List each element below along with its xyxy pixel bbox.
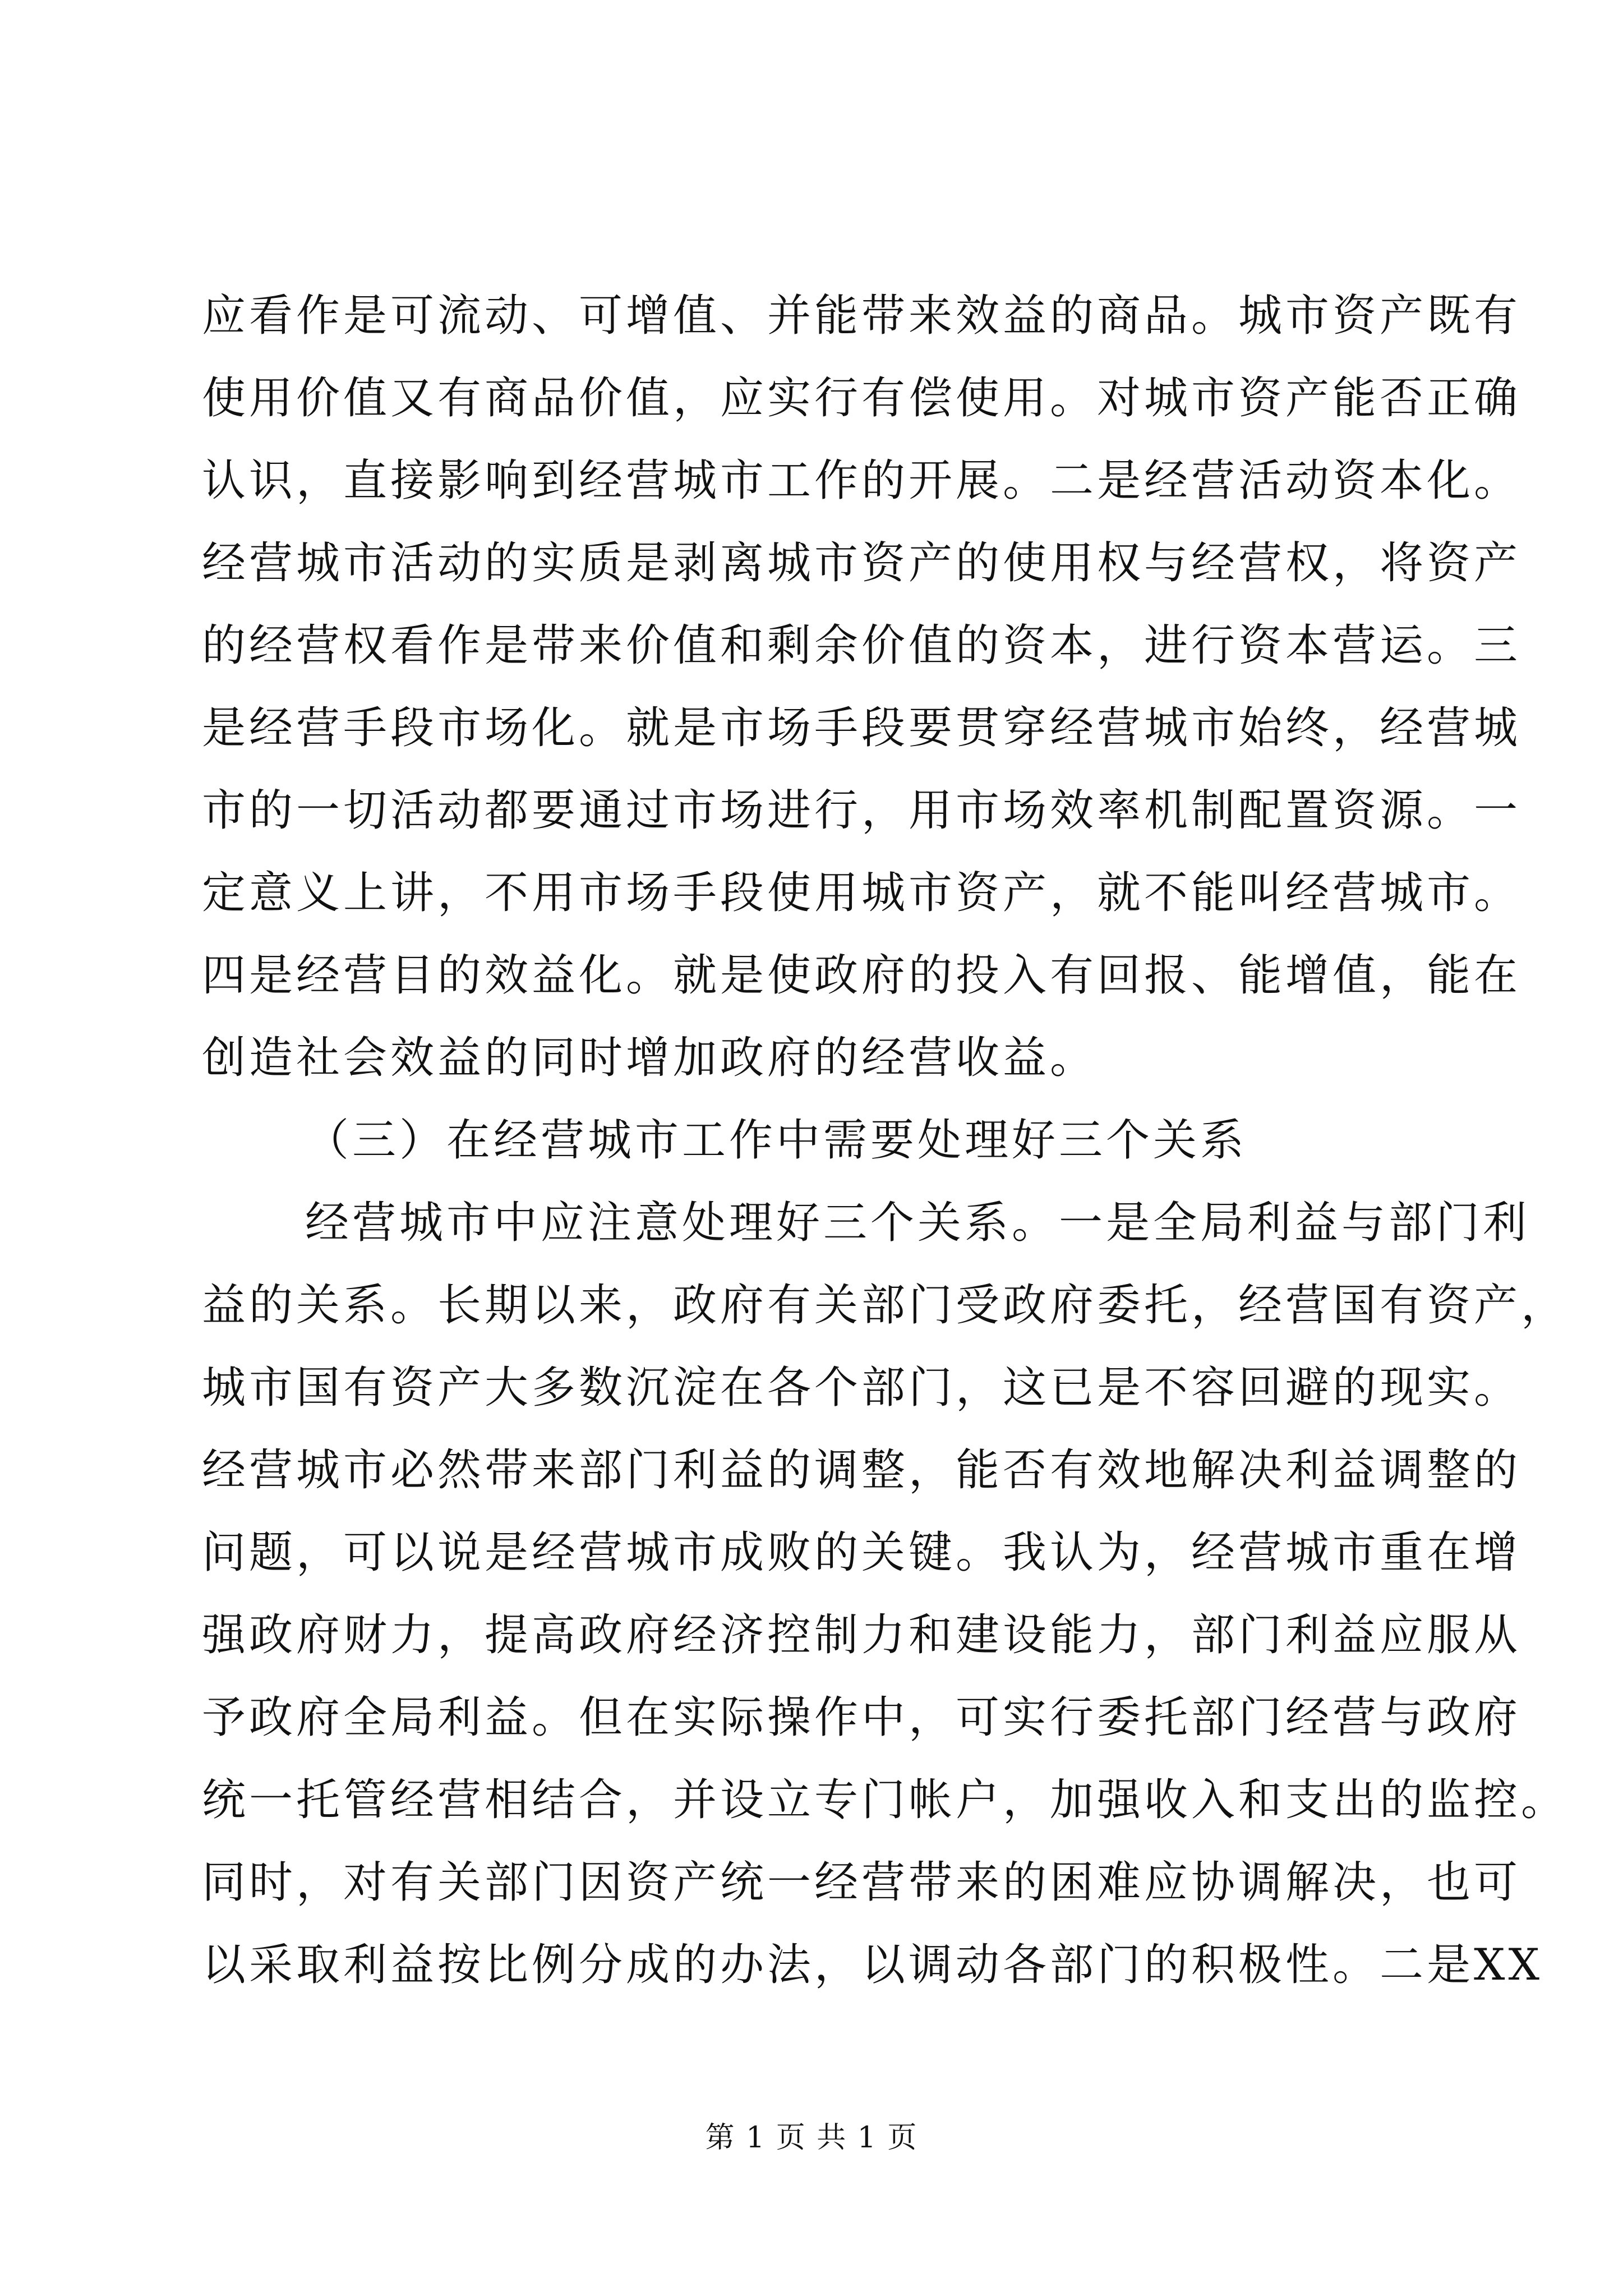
- body-line: 应看作是可流动、可增值、并能带来效益的商品。城市资产既有: [202, 291, 1521, 341]
- body-line: 统一托管经营相结合，并设立专门帐户，加强收入和支出的监控。: [202, 1775, 1569, 1825]
- body-line: 定意义上讲，不用市场手段使用城市资产，就不能叫经营城市。: [202, 868, 1521, 918]
- body-line: 四是经营目的效益化。就是使政府的投入有回报、能增值，能在: [202, 950, 1521, 1001]
- body-line: 创造社会效益的同时增加政府的经营收益。: [202, 1033, 1098, 1083]
- body-line: 使用价值又有商品价值，应实行有偿使用。对城市资产能否正确: [202, 373, 1521, 424]
- document-body: [202, 275, 1569, 2007]
- body-line: 经营城市中应注意处理好三个关系。一是全局利益与部门利: [305, 1198, 1530, 1248]
- body-line: 以采取利益按比例分成的办法，以调动各部门的积极性。二是XX: [202, 1940, 1543, 1990]
- body-line: 强政府财力，提高政府经济控制力和建设能力，部门利益应服从: [202, 1610, 1521, 1660]
- body-line: 问题，可以说是经营城市成败的关键。我认为，经营城市重在增: [202, 1527, 1521, 1578]
- body-line: 是经营手段市场化。就是市场手段要贯穿经营城市始终，经营城: [202, 703, 1521, 753]
- section-heading: （三）在经营城市工作中需要处理好三个关系: [305, 1115, 1248, 1166]
- body-line: 城市国有资产大多数沉淀在各个部门，这已是不容回避的现实。: [202, 1363, 1521, 1413]
- body-line: 经营城市活动的实质是剥离城市资产的使用权与经营权，将资产: [202, 538, 1521, 588]
- body-line: 益的关系。长期以来，政府有关部门受政府委托，经营国有资产，: [202, 1280, 1569, 1331]
- body-line: 经营城市必然带来部门利益的调整，能否有效地解决利益调整的: [202, 1445, 1521, 1496]
- page-number-footer: 第 1 页 共 1 页: [705, 2121, 918, 2155]
- body-line: 认识，直接影响到经营城市工作的开展。二是经营活动资本化。: [202, 455, 1521, 506]
- body-line: 予政府全局利益。但在实际操作中，可实行委托部门经营与政府: [202, 1692, 1521, 1743]
- body-line: 的经营权看作是带来价值和剩余价值的资本，进行资本营运。三: [202, 620, 1521, 671]
- body-line: 同时，对有关部门因资产统一经营带来的困难应协调解决，也可: [202, 1857, 1521, 1908]
- body-line: 市的一切活动都要通过市场进行，用市场效率机制配置资源。一: [202, 785, 1521, 836]
